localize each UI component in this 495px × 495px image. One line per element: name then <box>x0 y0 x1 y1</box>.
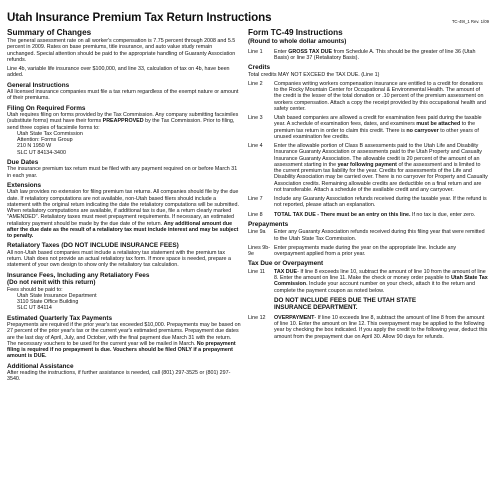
left-column <box>7 28 241 383</box>
general-heading: General Instructions <box>7 81 70 89</box>
estimated-heading: Estimated Quarterly Tax Payments <box>7 314 113 322</box>
summary-paragraph-2: Line 4b, variable life insurance over $100,000, and line 33, calculation of tax on 4b, have been added. <box>7 66 230 79</box>
fees-heading: Insurance Fees, Including any Retaliatory Fees <box>7 271 150 279</box>
tax-due-heading: Tax Due or Overpayment <box>248 260 324 268</box>
line-3: Line 3 Utah based companies are allowed a credit for examination fees paid during the taxable year. A schedule of examination fees, dates, and examiners must be attached to the premium tax return in order to claim this credit. There is no carryover to other years of unused examination fee credits. <box>248 115 482 140</box>
line-2: Line 2 Companies writing workers compensation insurance are entitled to a credit for donations to the Rocky Mountain Center for Occupational & Environmental Health. The amount of the credit is the lesser of the total donation or .10 percent of the premium assessment on workers compensation. Attach a copy the receipt provided by this occupational health and safety center. <box>248 80 486 112</box>
due-dates-paragraph: The insurance premium tax return must be filed with any payment required on or before March 31 in each year. <box>7 166 238 179</box>
estimated-paragraph: Prepayments are required if the prior year's tax exceeded $10,000. Prepayments may be based on 27 percent of the prior year's tax or the current year's estimated premiums. Prepayment due dates are the last day of April, July, and October, with the final payment due March 31 with the return. The necessary vouchers to be used for the current year will be mailed in March. No prepayment filing is required if no prepayment is due. Vouchers should be filed ONLY if a prepayment amount is DUE. <box>7 322 241 360</box>
page-title: Utah Insurance Premium Tax Return Instructions <box>7 11 272 24</box>
filing-paragraph: Utah requires filing on forms provided by the Tax Commission. Any company submitting facsimiles (substitute forms) must have their forms PREAPPROVED by the Tax Commission. Prior to filing, send three copies of facsimile forms to: <box>7 112 239 131</box>
header <box>7 6 489 24</box>
fees-subheading: (Do not remit with this return) <box>7 279 96 286</box>
assistance-heading: Additional Assistance <box>7 362 74 370</box>
retaliatory-heading: Retaliatory Taxes (DO NOT INCLUDE INSURANCE FEES) <box>7 242 179 250</box>
credits-paragraph: Total credits MAY NOT EXCEED the TAX DUE. (Line 1) <box>248 71 380 78</box>
line-7: Line 7 Include any Guaranty Association refunds received during the taxable year. If the refund is not reported, please attach an explanation. <box>248 196 487 209</box>
general-paragraph: All licensed insurance companies must file a tax return regardless of the exempt nature or amount of their premiums. <box>7 89 239 102</box>
fees-warning-line-1: DO NOT INCLUDE FEES DUE THE UTAH STATE <box>274 296 417 304</box>
extensions-heading: Extensions <box>7 181 42 189</box>
filing-heading: Filing On Required Forms <box>7 104 86 112</box>
line-1: Line 1 Enter GROSS TAX DUE from Schedule A. This should be the greater of line 36 (Utah Basis) or line 37 (Retaliatory Basis). <box>248 48 476 61</box>
right-column <box>248 28 488 383</box>
line-4: Line 4 Enter the allowable portion of Class B assessments paid to the Utah Life and Disability Insurance Guaranty Association or assessments paid to the Utah Property and Casualty Insurance Guaranty Association. The allowable credit is 20 percent of the amount of an assessment starting in the year following payment of the assessment and is limited to the current premium tax liability for the year. Credits for assessments of the Life and Disability Association may be carried over. There is no carryover for Property and Casualty Association credits. Remaining allowable credits are deductible on a final return and are not transferable. Attach a schedule of the available credit and any carryover. <box>248 143 488 193</box>
line-8: Line 8 TOTAL TAX DUE - There must be an entry on this line. If no tax is due, enter zero. <box>248 211 476 218</box>
extensions-paragraph: Utah law provides no extension for filing premium tax returns. All companies should file by the due date. If retaliatory computations are not available, non-Utah based filers should include a statement with the original return indicating the date the retaliatory computations will be submitted. When retaliatory computations are available, if additional tax is due, file a return clearly marked "AMENDED". Retaliatory taxes must meet prepayment requirements. If necessary, an estimated retaliatory payment should be made by the due date of the return. Any additional amount due after the due date as the result of a retaliatory tax must include interest and may be subject to penalty. <box>7 189 239 239</box>
form-heading: Form TC-49 Instructions <box>248 28 343 37</box>
due-dates-heading: Due Dates <box>7 158 39 166</box>
line-9a: Line 9a Enter any Guaranty Association refunds received during this filing year that were remitted to the Utah State Tax Commission. <box>248 229 485 242</box>
retaliatory-paragraph: All non-Utah based companies must include a retaliatory tax statement with the premium tax return. Utah does not provide an actual retaliatory tax form. If more space is needed, prepare a statement of your own design to show only the retaliatory tax calculation. <box>7 249 231 269</box>
summary-paragraph-1: The general assessment rate on all worker's compensation is 7.75 percent through 2008 and 5.5 percent in 2009. Rates on base premiums, title insurance, and auto value study remain unchanged. Special attention should be paid to the appropriate handling of Guaranty Association refunds. <box>7 38 236 63</box>
insurance-dept-address: Utah State Insurance Department 3110 State Office Building SLC UT 84114 <box>17 292 97 312</box>
lines-9b-9e: Lines 9b-9e Enter prepayments made during the year on the appropriate line. Include any overpayment applied from a prior year. <box>248 244 457 257</box>
fees-paragraph: Fees should be paid to: <box>7 286 63 293</box>
prepayments-heading: Prepayments <box>248 220 289 228</box>
form-code: TC-49I_1 Rev. 1/09 <box>451 19 489 24</box>
summary-heading: Summary of Changes <box>7 28 92 37</box>
form-subheading: (Round to whole dollar amounts) <box>248 38 347 45</box>
credits-heading: Credits <box>248 64 271 71</box>
line-12: Line 12 OVERPAYMENT- If line 10 exceeds line 8, subtract the amount of line 8 from the amount of line 10. Enter the amount on line 12. This overpayment may be applied to the following year by checking the box indicated. If you apply the credit to the following year, deduct this amount from the prepayment due on April 30. Allow 90 days for refunds. <box>248 314 488 340</box>
assistance-paragraph: After reading the instructions, if further assistance is needed, call (801) 297-3525 or (801) 297-3540. <box>7 370 231 383</box>
line-11: Line 11 TAX DUE- If line 8 exceeds line 10, subtract the amount of line 10 from the amount of line 8. Enter the amount on line 11. Make the check or money order payable to Utah State Tax Commission. Include your account number on your check, attach it to the return and complete the payment coupon as noted below. DO NOT INCLUDE FEES DUE THE UTAH STATE INSURANCE DEPARTMENT. <box>248 268 488 312</box>
fees-warning-line-2: INSURANCE DEPARTMENT. <box>274 304 358 312</box>
forms-address: Utah State Tax Commission Attention: Forms Group 210 N 1950 W SLC UT 84134-3400 <box>17 130 83 156</box>
